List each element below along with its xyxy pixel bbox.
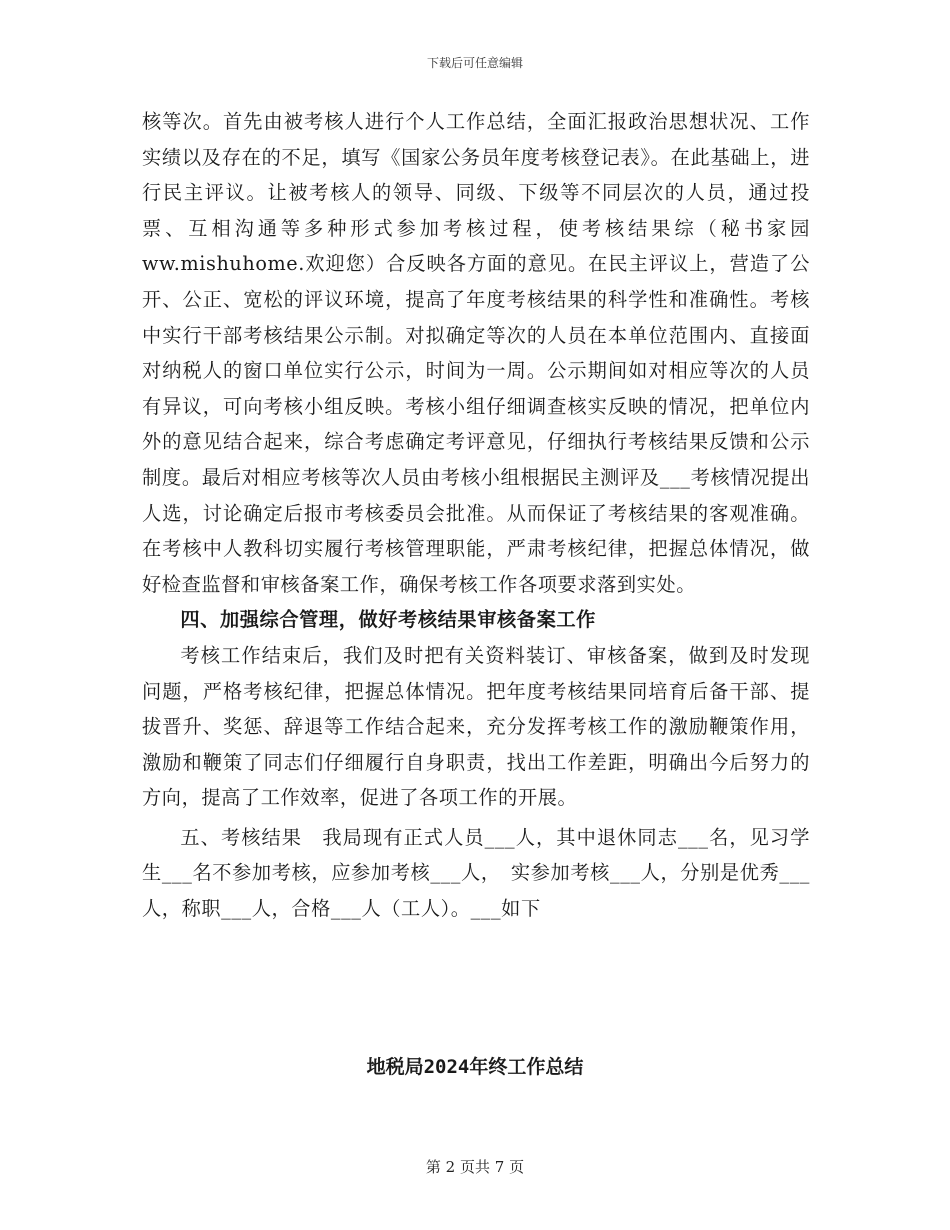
document-body bbox=[142, 104, 810, 927]
paragraph-evaluation-results: 五、考核结果 我局现有正式人员___人，其中退休同志___名，见习学生___名不参加考核，应参加考核___人， 实参加考核___人，分别是优秀___人，称职___人，合格___人（工人）。___如下 bbox=[142, 825, 810, 921]
paragraph-evaluation-process: 核等次。首先由被考核人进行个人工作总结，全面汇报政治思想状况、工作实绩以及存在的不足，填写《国家公务员年度考核登记表》。在此基础上，进行民主评议。让被考核人的领导、同级、下级等不同层次的人员，通过投票、互相沟通等多种形式参加考核过程，使考核结果综（秘书家园 ww.mishuhome.欢迎您）合反映各方面的意见。在民主评议上，营造了公开、公正、宽松的评议环境，提高了年度考核结果的科学性和准确性。考核中实行干部考核结果公示制。对拟确定等次的人员在本单位范围内、直接面对纳税人的窗口单位实行公示，时间为一周。公示期间如对相应等次的人员有异议，可向考核小组反映。考核小组仔细调查核实反映的情况，把单位内外的意见结合起来，综合考虑确定考评意见，仔细执行考核结果反馈和公示制度。最后对相应考核等次人员由考核小组根据民主测评及___考核情况提出人选，讨论确定后报市考核委员会批准。从而保证了考核结果的客观准确。在考核中人教科切实履行考核管理职能，严肃考核纪律，把握总体情况，做好检查监督和审核备案工作，确保考核工作各项要求落到实处。 bbox=[142, 110, 810, 596]
paragraph-filing-work: 考核工作结束后，我们及时把有关资料装订、审核备案，做到及时发现问题，严格考核纪律，把握总体情况。把年度考核结果同培育后备干部、提拔晋升、奖惩、辞退等工作结合起来，充分发挥考核工作的激励鞭策作用，激励和鞭策了同志们仔细履行自身职责，找出工作差距，明确出今后努力的方向，提高了工作效率，促进了各项工作的开展。 bbox=[142, 643, 810, 810]
page-header: 下载后可任意编辑 bbox=[426, 56, 523, 70]
section-heading-four: 四、加强综合管理，做好考核结果审核备案工作 bbox=[180, 608, 596, 632]
document-title: 地税局2024年终工作总结 bbox=[366, 1056, 584, 1078]
page-number: 第 2 页共 7 页 bbox=[425, 1158, 525, 1176]
